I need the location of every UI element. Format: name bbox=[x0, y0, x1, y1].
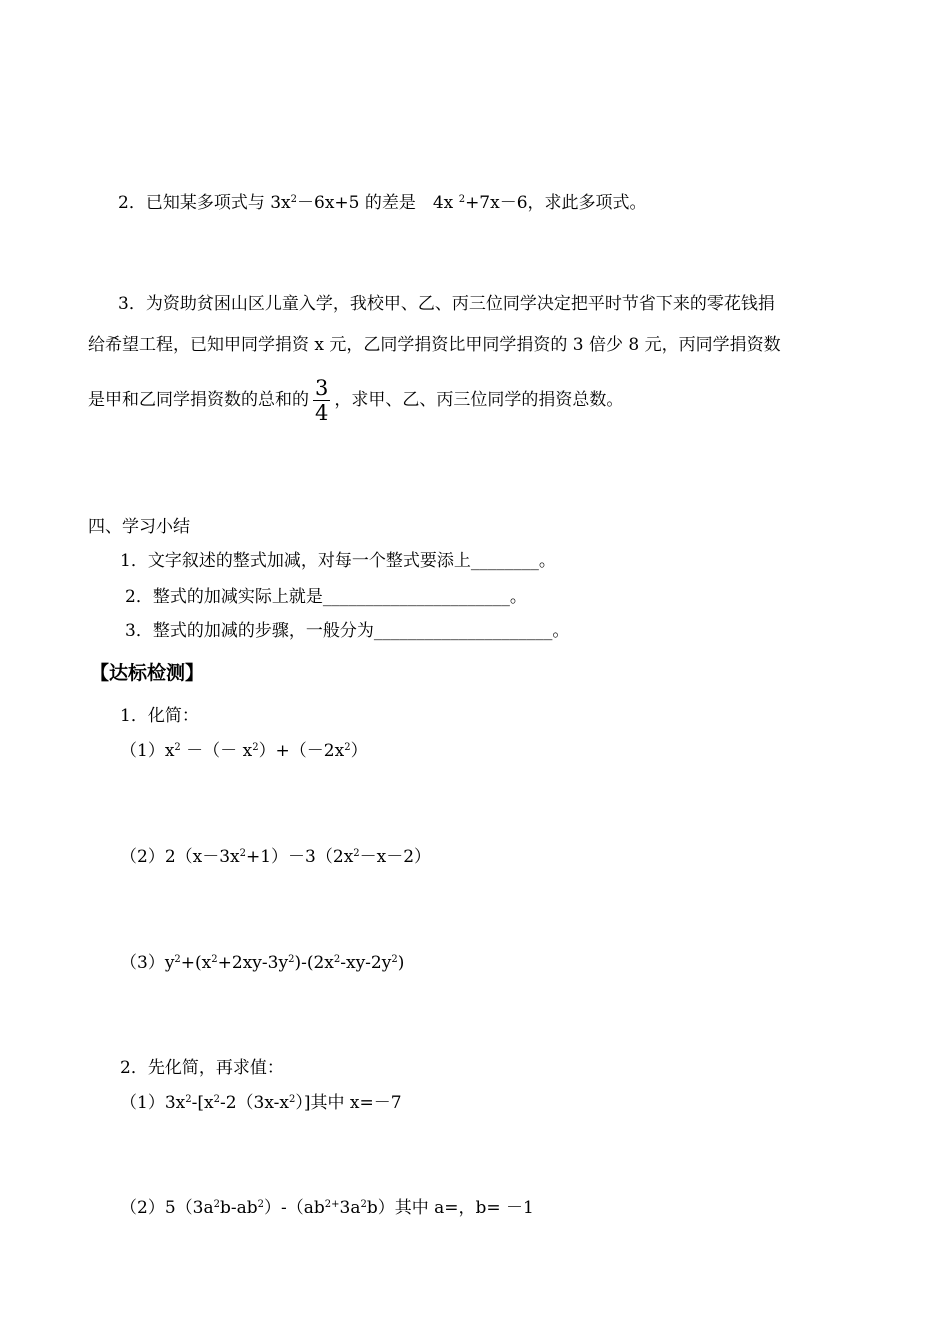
exercise-2-title: 2．先化简，再求值： bbox=[120, 1058, 284, 1078]
summary-item: 2．整式的加减实际上就是______________________。 bbox=[125, 587, 527, 607]
fraction bbox=[313, 376, 330, 425]
numerator: 3 bbox=[315, 376, 329, 400]
superscript: 2+ bbox=[324, 1199, 340, 1210]
formula-text: （1）x bbox=[120, 741, 175, 761]
superscript: 2 bbox=[391, 954, 398, 965]
superscript: 2 bbox=[288, 954, 295, 965]
summary-item: 3．整式的加减的步骤，一般分为_____________________。 bbox=[125, 621, 570, 641]
exercise-1-2 bbox=[120, 847, 431, 867]
superscript: 2 bbox=[333, 954, 341, 965]
question-3-line1: 3．为资助贫困山区儿童入学，我校甲、乙、丙三位同学决定把平时节省下来的零花钱捐 bbox=[118, 294, 775, 314]
q3-text: 是甲和乙同学捐资数的总和的 bbox=[88, 390, 309, 410]
superscript: 2 bbox=[185, 1094, 192, 1105]
formula-text: 2．已知某多项式与 3x bbox=[118, 193, 291, 213]
exercise-1-3 bbox=[120, 953, 404, 973]
formula-text: +2xy-3y bbox=[217, 953, 289, 973]
superscript: 2 bbox=[174, 742, 181, 753]
superscript: 2 bbox=[211, 954, 218, 965]
question-3-line2: 给希望工程，已知甲同学捐资 x 元，乙同学捐资比甲同学捐资的 3 倍少 8 元，丙同学捐资数 bbox=[88, 335, 781, 355]
formula-text: ) bbox=[397, 953, 405, 973]
formula-text: （2）2（x－3x bbox=[120, 847, 240, 867]
exercise-1-1 bbox=[120, 741, 368, 761]
superscript: 2 bbox=[174, 954, 181, 965]
superscript: 2 bbox=[458, 194, 466, 205]
formula-text: -2（3x-x bbox=[219, 1093, 289, 1113]
superscript: 2 bbox=[213, 1199, 220, 1210]
superscript: 2 bbox=[252, 742, 259, 753]
formula-text: （3）y bbox=[120, 953, 175, 973]
section-heading: 【达标检测】 bbox=[90, 662, 205, 684]
superscript: 2 bbox=[360, 1199, 367, 1210]
exercise-1-title: 1．化简： bbox=[120, 706, 199, 726]
superscript: 2 bbox=[239, 848, 246, 859]
superscript: 2 bbox=[290, 194, 297, 205]
superscript: 2 bbox=[257, 1199, 264, 1210]
formula-text: （2）5（3a bbox=[120, 1198, 214, 1218]
formula-text: -xy-2y bbox=[340, 953, 392, 973]
question-3-line3 bbox=[88, 370, 623, 430]
formula-text: b-ab bbox=[219, 1198, 258, 1218]
formula-text: ）+（－2x bbox=[258, 741, 345, 761]
formula-text: ）]其中 x=－7 bbox=[295, 1093, 402, 1113]
formula-text: +1）－3（2x bbox=[246, 847, 354, 867]
formula-text: -[x bbox=[191, 1093, 214, 1113]
formula-text: )-(2x bbox=[294, 953, 334, 973]
summary-title: 四、学习小结 bbox=[88, 517, 190, 537]
formula-text: +(x bbox=[180, 953, 212, 973]
superscript: 2 bbox=[353, 848, 360, 859]
formula-text: b）其中 a=，b= －1 bbox=[366, 1198, 534, 1218]
formula-text: －（－ x bbox=[180, 741, 253, 761]
exercise-2-1 bbox=[120, 1093, 402, 1113]
superscript: 2 bbox=[213, 1094, 220, 1105]
superscript: 2 bbox=[344, 742, 351, 753]
formula-text: （1）3x bbox=[120, 1093, 186, 1113]
question-2 bbox=[118, 193, 647, 213]
exercise-2-2 bbox=[120, 1198, 534, 1218]
formula-text: ）-（ab bbox=[264, 1198, 325, 1218]
formula-text: 3a bbox=[339, 1198, 361, 1218]
formula-text: +7x－6，求此多项式。 bbox=[465, 193, 647, 213]
q3-text-end: ，求甲、乙、丙三位同学的捐资总数。 bbox=[334, 390, 624, 410]
summary-item: 1．文字叙述的整式加减，对每一个整式要添上________。 bbox=[120, 551, 556, 571]
formula-text: ） bbox=[350, 741, 368, 761]
denominator: 4 bbox=[315, 401, 329, 425]
formula-text: －6x+5 的差是 4x bbox=[297, 193, 459, 213]
superscript: 2 bbox=[288, 1094, 296, 1105]
formula-text: －x－2） bbox=[359, 847, 432, 867]
